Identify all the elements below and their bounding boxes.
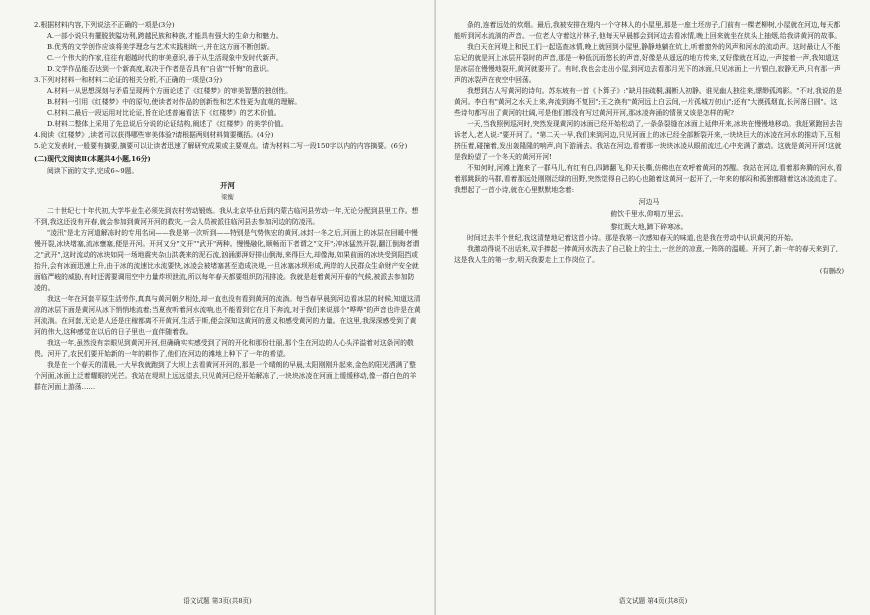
- poem-line: 黎红既大地,蹄下碎寒冰。: [610, 222, 688, 231]
- article-paragraph: 条的,连着远处的炊烟。最后,我被安排在堤内一个守林人的小屋里,那是一座土坯房子,门前有一棵老柳树,小屋就在河边,每天都能听到河水流淌的声音。一位老人守着这片林子,他每天早晨都会到河边去看冰情,晚上回来就坐在炕头上抽烟,给我讲黄河的故事。: [454, 21, 842, 40]
- q2-stem: 2.根据材料内容,下列说法不正确的一项是(3分): [34, 21, 175, 29]
- section-instruction: 阅读下面的文字,完成6~9题。: [47, 167, 139, 175]
- q2-option-d: D.文学作品能否达到一个新高度,取决于作者是否具有"自省""忏悔"的意识。: [47, 65, 273, 73]
- q2-option-c: C.一个伟大的作家,往往有超越时代的审美意识,善于从生活现象中发时代新声。: [47, 54, 283, 62]
- article-paragraph: "凌汛"是北方河道解冻时的专用名词——我是第一次听到——特别是气势恢宏的黄河,冰封一冬之后,河面上的冰层在回暖中慢慢开裂,冰块堵塞,流冰壅塞,便是开河。开河又分"文开""武开"两种。慢慢融化,顺畅而下者谓之"文开";冲冰猛然开裂,翻江倒海者谓之"武开",这时流动的冰块如同一场地震夹杂山洪袭来的泥石流,汹涌澎湃好排山倒海,来得巨大,却像海,如果前面的冰块受到阻挡或抬升,会有冰面迅速上升,由于冰的流速比水流要快,冰凌会被堵塞甚至造成决堤,一旦冰塞冰坝形成,两岸的人民群众生命财产安全就面临严峻的威胁,有时还需要调用空中力量炸坝泄流,所以每年春天都要组织防汛排凌。我就是赶着黄河开春的气候,被派去参加防凌的。: [34, 229, 420, 292]
- poem-line: 俯饮千里水,仰啃万里云。: [610, 210, 688, 218]
- q3-option-c: C.材料二最后一段运用对比论证,旨在论述普遍看法下《红楼梦》的艺术价值。: [47, 109, 281, 117]
- article-paragraph: 我白天在河堤上和民工们一起巡查冰情,晚上就回到小屋里,静静地躺在炕上,听着窗外的风声和河水的流动声。这时最让人不能忘记的就是河上冰层开裂时的声音,那是一种低沉而悠长的声音,好像是从遥远的地方传来,又好像就在耳边,一声接着一声,我知道这是冰层在慢慢地裂开,黄河就要开了。有时,我也会走出小屋,到河边去看那月光下的冰面,只见冰面上一片银白,寂静无声,只有那一声声的冰裂声在夜空中回荡。: [454, 43, 841, 84]
- article-paragraph: 二十世纪七十年代初,大学毕业生必须先到农村劳动锻炼。我从北京毕业后到内蒙古临河县劳动一年,无论分配到县里工作。想不到,我这还没有开春,就会参加到黄河开河的救灾,一会人员被派往临河县去参加河边的防凌汛。: [34, 207, 419, 226]
- article-paragraph: 不知何时,河滩上跑来了一群马儿,有红有白,四蹄翻飞,仰天长嘶,仿佛也在欢呼着黄河的苏醒。我站在河边,看着那奔腾的河水,看着那跳跃的马群,看着那远处刚刚泛绿的田野,突然觉得自己的心也随着这黄河一起开了,一年来的郁闷和孤独都随着这冰凌流走了。我想起了一首小诗,就在心里默默地念着:: [454, 164, 843, 194]
- q3-stem: 3.下列对材料一和材料二论证的相关分析,不正确的一项是(3分): [34, 76, 223, 84]
- q2-option-b: B.优秀的文学创作应该将美学理念与艺术实践相统一,并在这方面不断创新。: [47, 43, 274, 51]
- article-title: 开河: [220, 181, 235, 190]
- section-title: (二)现代文阅读Ⅱ(本题共4小题,16分): [34, 155, 151, 163]
- article-author: 梁衡: [221, 193, 234, 201]
- article-paragraph: 时间过去半个世纪,我这清楚地记着这首小诗。那是我第一次感知春天的味道,也是我在劳动中认识黄河的开始。: [467, 234, 798, 242]
- poem-title: 河边马: [638, 198, 660, 206]
- article-paragraph: 我是在一个春天的清晨,一大早我就跑到了大坝上去看黄河开河的,那是一个晴朗的早晨,太阳刚刚升起来,金色的阳光洒满了整个河面,冰面上泛着耀眼的光芒。我站在堤坝上远远望去,只见黄河已经开始解冻了,一块块冰凌在河面上缓缓移动,像一群白色的羊群在河面上游荡……: [34, 361, 417, 391]
- right-page-footer: 语文试题 第4页(共8页): [618, 597, 688, 605]
- right-page: [435, 0, 870, 615]
- q3-option-b: B.材料一引用《红楼梦》中的原句,使读者对作品的创新性和艺术性更为直观的理解。: [47, 98, 302, 106]
- article-paragraph: 一天,当我照例巡河时,突然发现黄河的冰面已经开始松动了,一条条裂缝在冰面上延伸开来,冰块在慢慢地移动。我赶紧跑回去告诉老人,老人说:"要开河了。"第二天一早,我们来到河边,只见河面上的冰已经全部断裂开来,一块块巨大的冰凌在河水的推动下,互相挤压着,碰撞着,发出轰隆隆的响声,向下游涌去。我站在河边,看着那一块块冰凌从眼前流过,心中充满了激动。这就是黄河开河!这就是我盼望了一个冬天的黄河开河!: [454, 120, 843, 161]
- q2-option-a: A.一部小说只有擺脱狭隘功利,跨越民族和种族,才能具有强大的生命力和魅力。: [47, 32, 283, 40]
- article-paragraph: 我想到古人写黄河的诗句。苏东坡有一首《卜算子》:"缺月挂疏桐,漏断人初静。谁见幽人独往来,缥缈孤鸿影。"不对,我说的是黄河。李白有"黄河之水天上来,奔流到海不复回";王之涣有"黄河远上白云间,一片孤城万仞山";还有"大漠孤烟直,长河落日圆"。这些诗句都写出了黄河的壮阔,可是他们都没有写过黄河开河,那冰凌奔涌的情景又该是怎样的呢?: [454, 87, 843, 117]
- article-paragraph: 我这一年,虽然没有亲眼见到黄河开河,但确确实实感受到了河的开化和那份壮丽,那个生在河边的人心头洋溢着对这条河的敬畏。河开了,农民们要开始新的一年的耕作了,他们在河边的滩地上种下了一年的希望。: [34, 339, 414, 358]
- article-paragraph: 我这一年在河套平原生活劳作,真真与黄河朝夕相处,却一直也没有看到黄河的流淌。每当春早晨到河边看冰层的时候,知道这清凉的冰层下面是黄河从冰下悄悄地流着;当夏夜听着河水流响,也不能看到它在月下奔流,对于我们来说那个"哗哗"的声音也许是在黄河流淌。在河套,无论是人还是庄稼都离不开黄河,生活于斯,便会深知这黄河的意义和感受黄河的力量。在这里,我深深感受到了黄河的伟大,这种感觉在以后的日子里也一直伴随着我。: [34, 295, 421, 336]
- q3-option-d: D.材料二整体上采用了先总说后分说的论证结构,阐述了《红楼梦》的美学价值。: [47, 120, 288, 128]
- q5-question: 5.论文发表时,一般要有摘要,摘要可以让读者迅速了解研究成果或主要观点。请为材料二写一段150字以内的内容摘要。(6分): [34, 142, 408, 150]
- source-note: (有删改): [819, 267, 844, 275]
- q4-question: 4.阅读《红楼梦》,读者可以获得哪些审美体验?请根据两则材料简要概括。(4分): [34, 131, 274, 139]
- left-page-footer: 语文试题 第3页(共8页): [183, 597, 252, 605]
- article-paragraph: 我激动得说不出话来,双手捧起一捧黄河水洗去了自己脸上的尘土,一丝丝的凉意,一阵阵的温暖。开河了,新一年的春天来到了,这是我人生的第一步,明天我要走上工作岗位了。: [454, 245, 839, 264]
- q3-option-a: A.材料一从思想深刻与矛盾呈现两个方面论述了《红楼梦》的审美智慧的独创性。: [47, 87, 292, 95]
